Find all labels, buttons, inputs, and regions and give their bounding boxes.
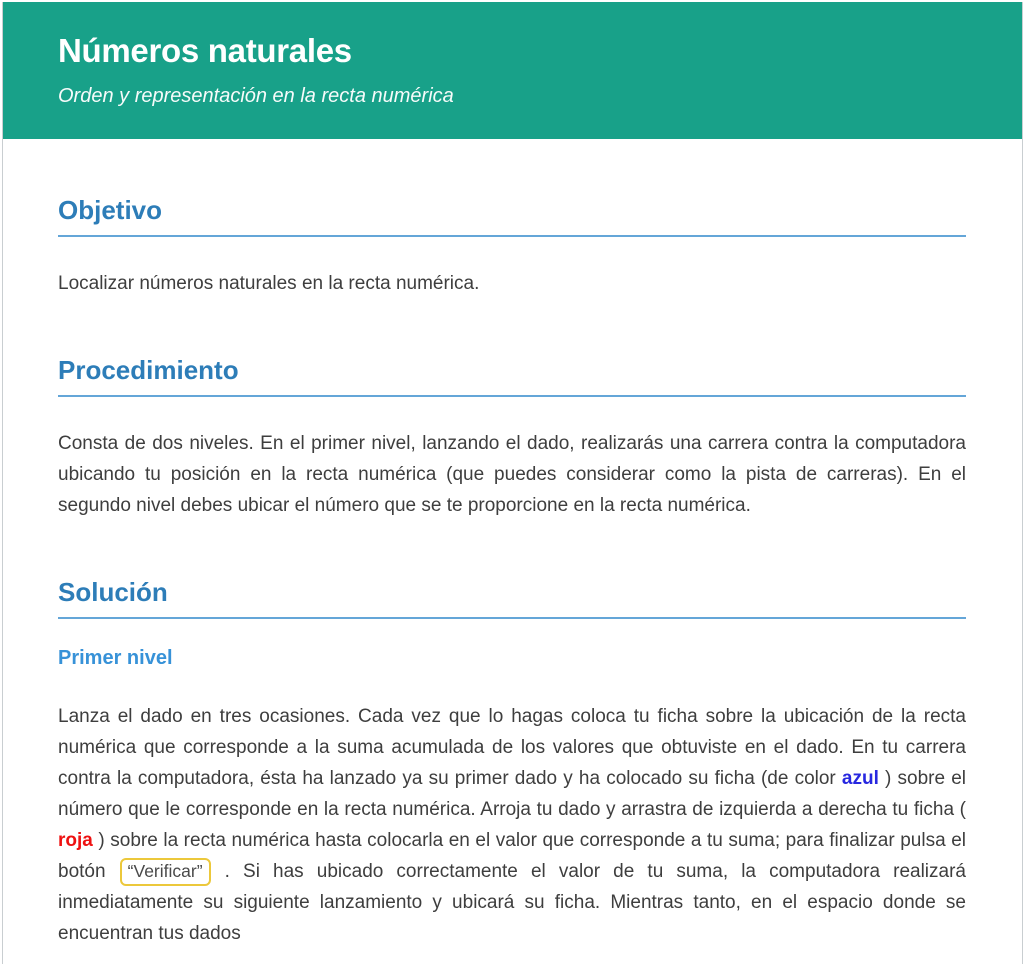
solucion-text-segment: . Si has ubicado correctamente el valor de tu suma, la computadora realizará inmediatamente su siguiente lanzamiento y ubicará su ficha. Mientras tanto, en el espacio donde se encuentran tus dados [58,861,966,944]
page-title: Números naturales [58,32,352,69]
objetivo-heading: Objetivo [58,195,966,237]
solucion-text-segment: Lanza el dado en tres ocasiones. Cada vez que lo hagas coloca tu ficha sobre la ubicación de la recta numérica que corresponde a la suma acumulada de los valores que obtuviste en el dado. En tu carrera contra la computadora, ésta ha lanzado ya su primer dado y ha colocado su ficha (de color [58,706,966,789]
solucion-text-segment: ) sobre el número que le corresponde en la recta numérica. Arroja tu dado y arrastra de izquierda a derecha tu ficha ( [58,768,967,820]
solucion-paragraph [58,701,966,949]
section-objetivo [58,195,966,299]
solucion-heading: Solución [58,577,966,619]
procedimiento-heading: Procedimiento [58,355,966,397]
procedimiento-paragraph: Consta de dos niveles. En el primer nivel, lanzando el dado, realizarás una carrera contra la computadora ubicando tu posición en la recta numérica (que puedes considerar como la pista de carreras). En el segundo nivel debes ubicar el número que se te proporcione en la recta numérica. [58,433,966,516]
roja-word: roja [58,830,93,851]
solucion-text-segment: ) sobre la recta numérica hasta colocarla en el valor que corresponde a tu suma; para finalizar pulsa el botón [58,830,966,882]
section-procedimiento [58,355,966,521]
document-content [3,195,1022,964]
page-subtitle: Orden y representación en la recta numérica [58,85,454,107]
objetivo-paragraph: Localizar números naturales en la recta numérica. [58,273,480,294]
verificar-button[interactable]: “Verificar” [120,858,211,886]
azul-word: azul [841,768,879,789]
primer-nivel-subheading: Primer nivel [58,647,173,669]
document-header [3,2,1022,139]
section-solucion [58,577,966,949]
document-page [2,2,1023,964]
